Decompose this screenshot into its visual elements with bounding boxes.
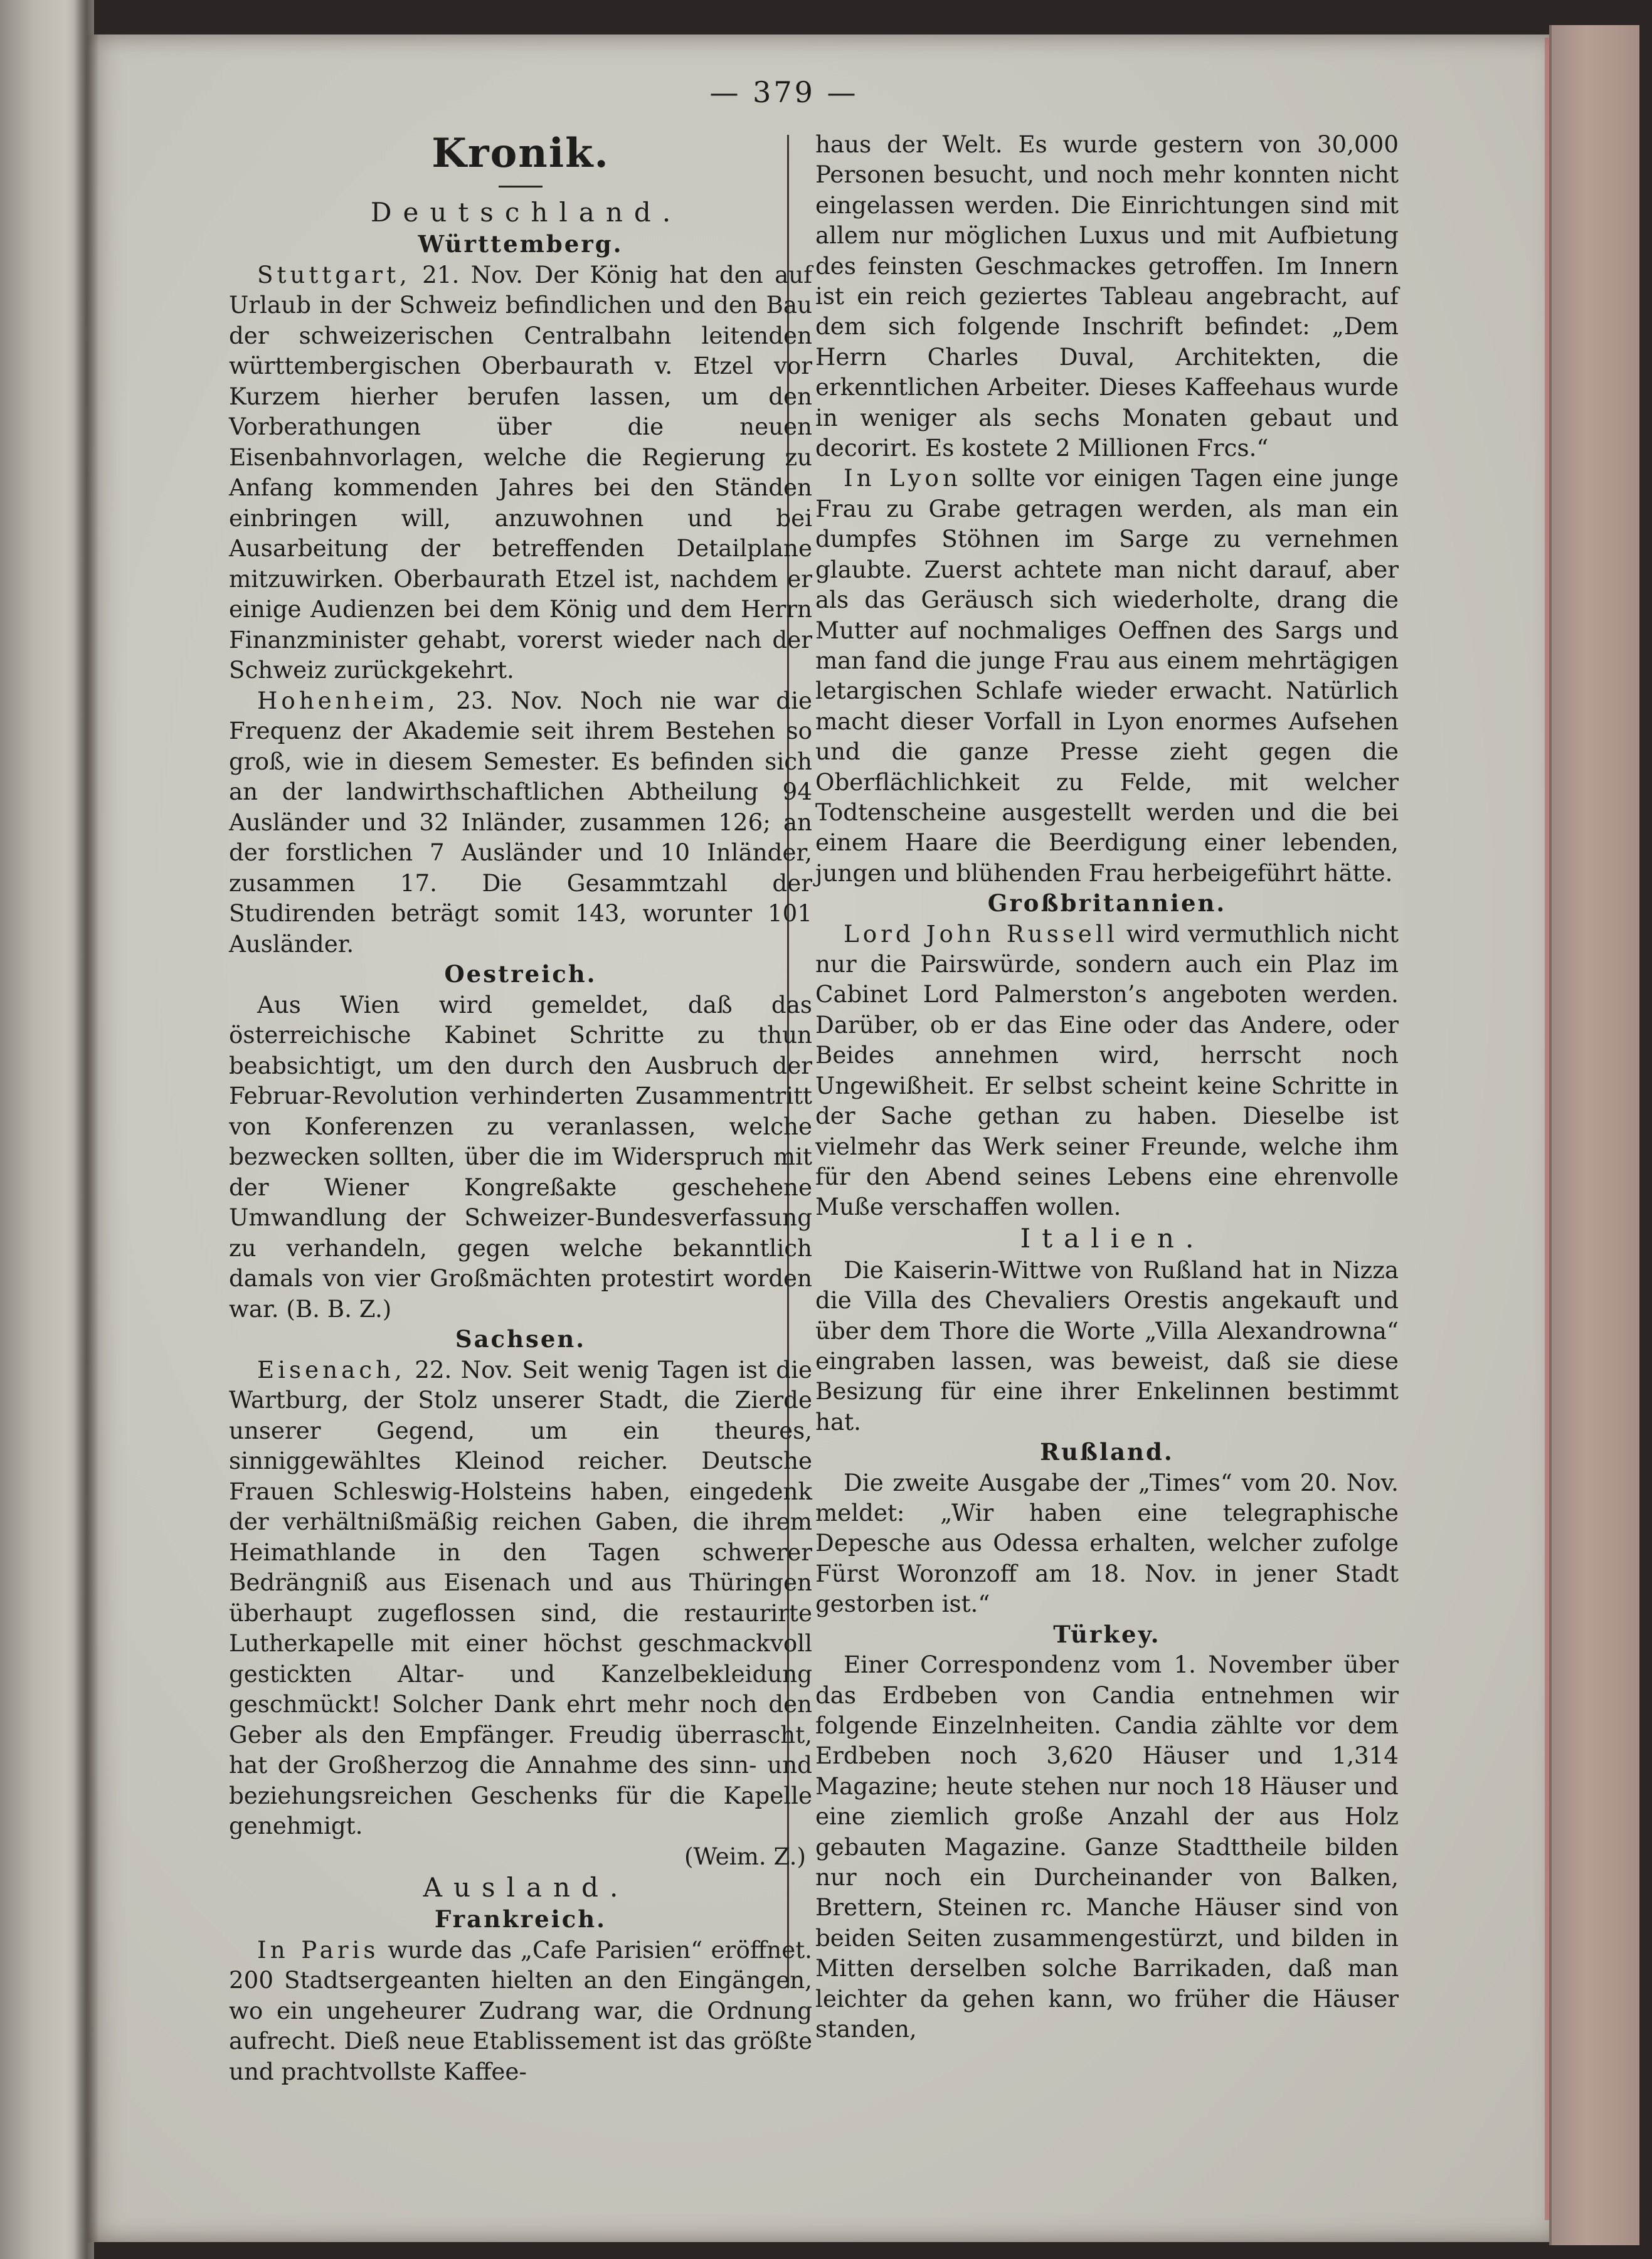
- heading-oestreich: Oestreich.: [444, 960, 597, 988]
- heading-grossbritannien: Großbritannien.: [987, 889, 1227, 918]
- article-nizza: Die Kaiserin-Wittwe von Rußland hat in Nizza die Villa des Chevaliers Orestis angekauft und über dem Thore die Worte „Villa Alexandrowna“ eingraben lassen, was beweist, daß sie diese Besizung für eine ihrer Enkelinnen bestimmt hat.: [815, 1256, 1399, 1436]
- article-paris-body: wurde das „Cafe Parisien“ eröffnet. 200 Stadtsergeanten hielten an den Eingängen, wo ein ungeheurer Zudrang war, die Ordnung aufrecht. Dieß neue Etablissement ist das größte und prachtvollste Kaffee-: [229, 1935, 812, 2085]
- section-heading-ausland: Ausland.: [423, 1872, 630, 1903]
- heading-wuerttemberg: Württemberg.: [418, 230, 623, 258]
- book-gutter-shadow: [74, 0, 99, 2259]
- article-stuttgart: [229, 260, 812, 685]
- dateline-lyon: In Lyon: [844, 464, 961, 492]
- dateline-hohenheim: Hohenheim,: [257, 686, 439, 714]
- dateline-eisenach: Eisenach,: [257, 1355, 406, 1383]
- heading-italien: Italien.: [1020, 1222, 1205, 1254]
- heading-russland: Rußland.: [1040, 1438, 1174, 1466]
- article-stuttgart-body: 21. Nov. Der König hat den auf Urlaub in der Schweiz befindlichen und den Bau der schweizerischen Centralbahn leitenden württembergischen Oberbaurath v. Etzel vor Kurzem hierher berufen lassen, um den Vorberathungen über die neuen Eisenbahnvorlagen, welche die Regierung zu Anfang kommenden Jahres bei den Ständen einbringen will, anzuwohnen und bei Ausarbeitung der betreffenden Detailplane mitzuwirken. Oberbaurath Etzel ist, nachdem er einige Audienzen bei dem König und dem Herrn Finanzminister gehabt, vorerst wieder nach der Schweiz zurückgekehrt.: [229, 260, 812, 684]
- article-paris-continued: haus der Welt. Es wurde gestern von 30,000 Personen besucht, und noch mehr konnten nicht eingelassen werden. Die Einrichtungen sind mit allem nur möglichen Luxus und mit Aufbietung des feinsten Geschmackes getroffen. Im Innern ist ein reich geziertes Tableau angebracht, auf dem sich folgende Inschrift befindet: „Dem Herrn Charles Duval, Architekten, die erkenntlichen Arbeiter. Dieses Kaffeehaus wurde in weniger als sechs Monaten gebaut und decorirt. Es kostete 2 Millionen Frcs.“: [815, 130, 1399, 462]
- masthead-title: Kronik.: [432, 130, 610, 177]
- article-lyon-body: sollte vor einigen Tagen eine junge Frau zu Grabe getragen werden, als man ein dumpfes Stöhnen im Sarge zu vernehmen glaubte. Zuerst achtete man nicht darauf, aber als das Geräusch sich wiederholte, drang die Mutter auf nochmaliges Oeffnen des Sargs und man fand die junge Frau aus einem mehrtägigen letargischen Schlafe wieder erwacht. Natürlich macht dieser Vorfall in Lyon enormes Aufsehen und die ganze Presse zieht gegen die Oberflächlichkeit zu Felde, mit welcher Todtenscheine ausgestellt werden und die bei einem Haare die Beerdigung einer lebenden, jungen und blühenden Frau herbeigeführt hätte.: [815, 464, 1399, 887]
- page-number: — 379 —: [709, 75, 859, 109]
- article-hohenheim: [229, 685, 812, 960]
- book-cover-edge: [1549, 25, 1639, 2245]
- masthead-rule: [499, 186, 543, 188]
- source-weim-z: (Weim. Z.): [684, 1842, 806, 1870]
- article-eisenach-body: 22. Nov. Seit wenig Tagen ist die Wartburg, der Stolz unserer Stadt, die Zierde unserer Gegend, um ein theures, sinniggewähltes Kleinod reicher. Deutsche Frauen Schleswig-Holsteins haben, eingedenk der verhältnißmäßig reichen Gaben, die ihrem Heimathlande in den Tagen schwerer Bedrängniß aus Eisenach und aus Thüringen überhaupt zugeflossen sind, die restaurirte Lutherkapelle mit einer höchst geschmackvoll gestickten Altar- und Kanzelbekleidung geschmückt! Solcher Dank ehrt mehr noch den Geber als den Empfänger. Freudig überrascht, hat der Großherzog die Annahme des sinn- und beziehungsreichen Geschenks für die Kapelle genehmigt.: [229, 1355, 812, 1839]
- left-column: [229, 125, 812, 2087]
- article-odessa: Die zweite Ausgabe der „Times“ vom 20. Nov. meldet: „Wir haben eine telegraphische Depesche aus Odessa erhalten, welcher zufolge Fürst Woronzoff am 18. Nov. in jener Stadt gestorben ist.“: [815, 1468, 1399, 1618]
- article-russell-body: wird vermuthlich nicht nur die Pairswürde, sondern auch ein Plaz im Cabinet Lord Palmerston’s angeboten werden. Darüber, ob er das Eine oder das Andere, oder Beides annehmen wird, herrscht noch Ungewißheit. Er selbst scheint keine Schritte in der Sache gethan zu haben. Dieselbe ist vielmehr das Werk seiner Freunde, welche ihm für den Abend seines Lebens eine ehrenvolle Muße verschaffen wollen.: [815, 919, 1399, 1221]
- heading-frankreich: Frankreich.: [434, 1905, 607, 1933]
- dateline-russell: Lord John Russell: [844, 919, 1118, 948]
- article-paris: [229, 1935, 812, 2087]
- heading-sachsen: Sachsen.: [455, 1325, 586, 1353]
- section-heading-deutschland: Deutschland.: [370, 197, 682, 228]
- article-wien: Aus Wien wird gemeldet, daß das österreichische Kabinet Schritte zu thun beabsichtigt, um den durch den Ausbruch der Februar-Revolution verhinderten Zusammentritt von Konferenzen zu veranlassen, welche bezwecken sollten, über die im Widerspruch mit der Wiener Kongreßakte geschehene Umwandlung der Schweizer-Bundesverfassung zu verhandeln, gegen welche bekanntlich damals von vier Großmächten protestirt worden war. (B. B. Z.): [229, 990, 812, 1323]
- article-russell: [815, 919, 1399, 1222]
- article-candia: Einer Correspondenz vom 1. November über das Erdbeben von Candia entnehmen wir folgende Einzelnheiten. Candia zählte vor dem Erdbeben noch 3,620 Häuser und 1,314 Magazine; heute stehen nur noch 18 Häuser und eine ziemlich große Anzahl der aus Holz gebauten Magazine. Ganze Stadttheile bilden nur noch ein Durcheinander von Balken, Brettern, Steinen rc. Manche Häuser sind von beiden Seiten zusammengestürzt, und bilden in Mitten derselben solche Barrikaden, daß man leichter da gehen kann, wo früher die Häuser standen,: [815, 1651, 1399, 2043]
- article-eisenach: [229, 1355, 812, 1841]
- article-lyon: [815, 463, 1399, 888]
- dateline-paris: In Paris: [257, 1935, 379, 1964]
- right-column: [815, 129, 1399, 2044]
- dateline-stuttgart: Stuttgart,: [257, 260, 411, 288]
- heading-tuerkey: Türkey.: [1053, 1620, 1161, 1648]
- article-hohenheim-body: 23. Nov. Noch nie war die Frequenz der Akademie seit ihrem Bestehen so groß, wie in diesem Semester. Es befinden sich an der landwirthschaftlichen Abtheilung 94 Ausländer und 32 Inländer, zusammen 126; an der forstlichen 7 Ausländer und 10 Inländer, zusammen 17. Die Gesammtzahl der Studirenden beträgt somit 143, worunter 101 Ausländer.: [229, 686, 812, 958]
